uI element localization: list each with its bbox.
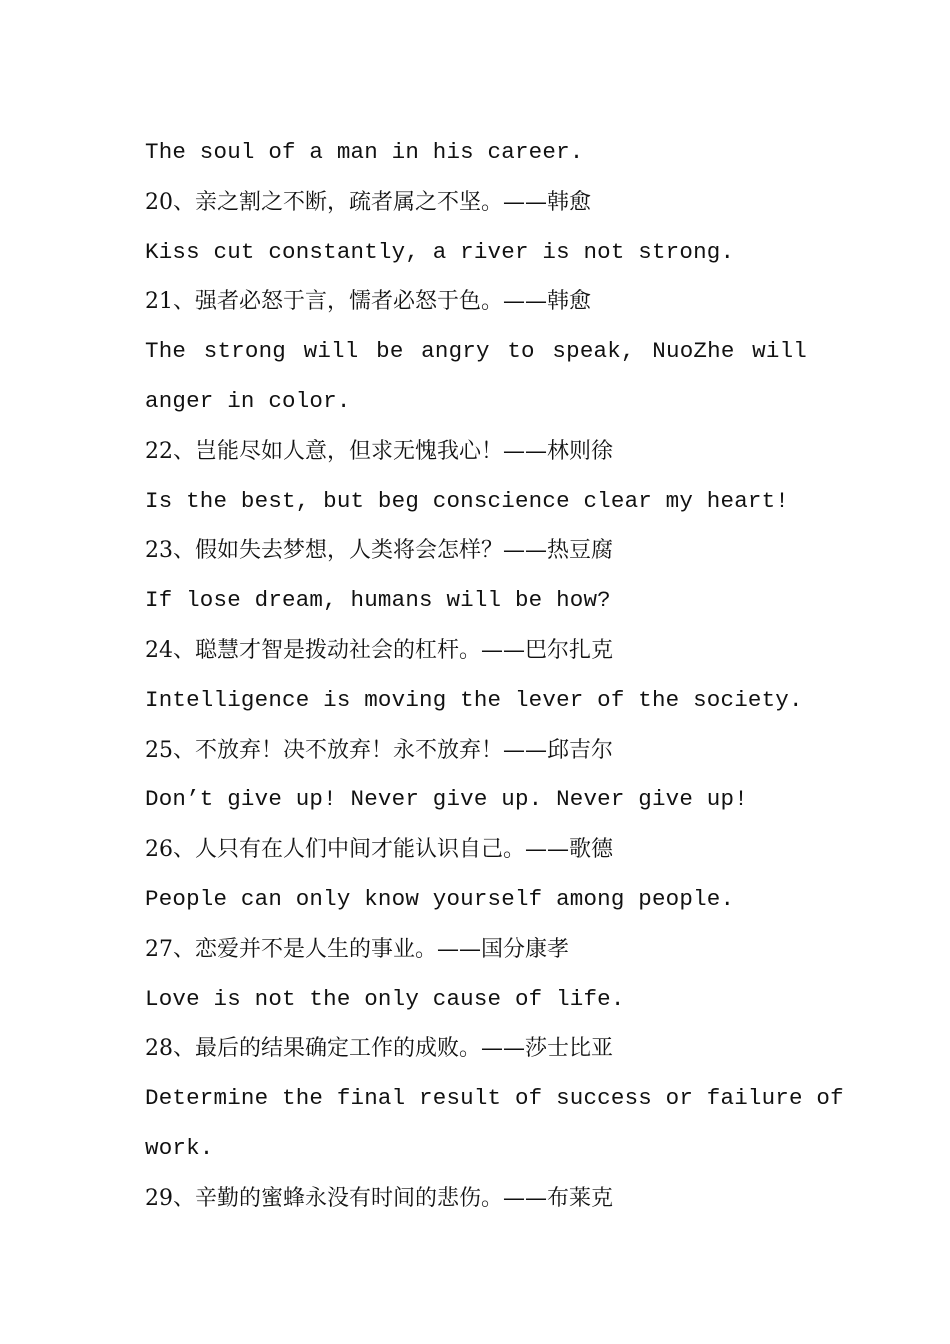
english-line: Determine the final result of success or failure of bbox=[145, 1085, 844, 1112]
chinese-quote-line: 21、强者必怒于言，懦者必怒于色。——韩愈 bbox=[145, 289, 591, 315]
english-line: Is the best, but beg conscience clear my heart! bbox=[145, 487, 790, 514]
english-line: anger in color. bbox=[145, 387, 351, 414]
english-line: Love is not the only cause of life. bbox=[145, 985, 625, 1012]
english-line: People can only know yourself among people. bbox=[145, 885, 735, 912]
english-line: The soul of a man in his career. bbox=[145, 139, 584, 165]
quote-list bbox=[145, 128, 844, 1224]
chinese-quote-line: 20、亲之割之不断，疏者属之不坚。——韩愈 bbox=[145, 189, 591, 215]
chinese-quote-line: 22、岂能尽如人意，但求无愧我心！——林则徐 bbox=[145, 438, 613, 464]
chinese-quote-line: 28、最后的结果确定工作的成败。——莎士比亚 bbox=[145, 1036, 613, 1062]
english-line: Intelligence is moving the lever of the society. bbox=[145, 686, 803, 713]
english-line: If lose dream, humans will be how? bbox=[145, 587, 611, 614]
chinese-quote-line: 24、聪慧才智是拨动社会的杠杆。——巴尔扎克 bbox=[145, 637, 613, 663]
chinese-quote-line: 25、不放弃！决不放弃！永不放弃！——邱吉尔 bbox=[145, 737, 613, 763]
english-line: The strong will be angry to speak, NuoZhe will bbox=[145, 338, 807, 365]
chinese-quote-line: 27、恋爱并不是人生的事业。——国分康孝 bbox=[145, 936, 569, 962]
english-line: work. bbox=[145, 1134, 214, 1161]
chinese-quote-line: 26、人只有在人们中间才能认识自己。——歌德 bbox=[145, 837, 613, 863]
english-line: Kiss cut constantly, a river is not strong. bbox=[145, 238, 735, 265]
chinese-quote-line: 23、假如失去梦想，人类将会怎样？——热豆腐 bbox=[145, 538, 613, 564]
english-line: Don’t give up! Never give up. Never give up! bbox=[145, 786, 748, 813]
chinese-quote-line: 29、辛勤的蜜蜂永没有时间的悲伤。——布莱克 bbox=[145, 1185, 613, 1211]
